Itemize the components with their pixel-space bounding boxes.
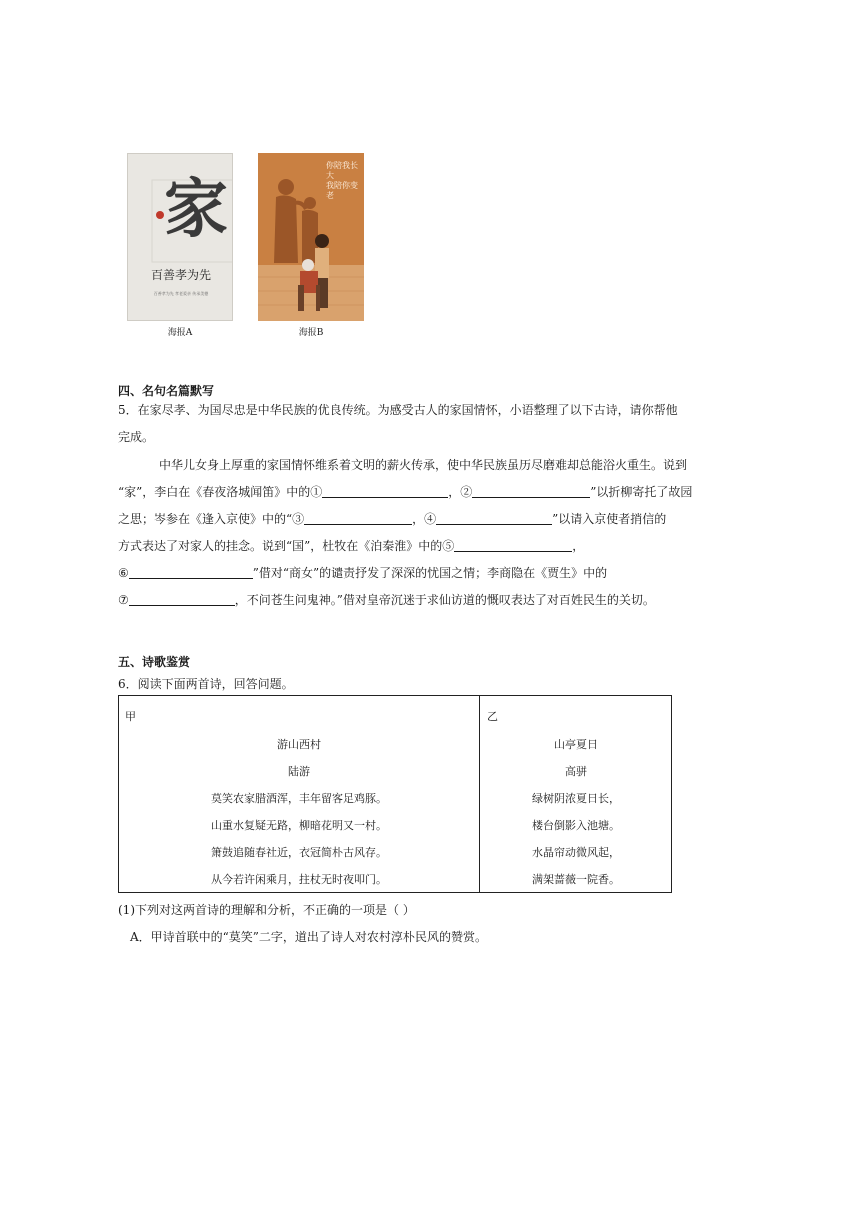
poem-a-label: 甲 — [125, 710, 136, 723]
poem-a-title: 游山西村 — [277, 738, 321, 751]
answer-blank-5[interactable] — [454, 537, 572, 552]
poster-a-caption: 海报A — [167, 328, 193, 338]
answer-blank-7[interactable] — [129, 591, 235, 606]
q5-line: “家”，李白在《春夜洛城闻笛》中的① ，② ”以折柳寄托了故园 — [118, 485, 693, 499]
section-4-title: 四、名句名篇默写 — [118, 384, 215, 398]
poem-a-line: 箫鼓追随春社近，衣冠简朴古风存。 — [211, 846, 387, 859]
poster-b-text — [326, 161, 364, 201]
sub-question-1: (1)下列对这两首诗的理解和分析，不正确的一项是（ ） — [118, 903, 415, 917]
q5-line: ⑥ ”借对“商女”的谴责抒发了深深的忧国之情；李商隐在《贾生》中的 — [118, 566, 608, 580]
poster-b-text-line: 我陪你变老 — [326, 181, 358, 200]
poem-b-label: 乙 — [487, 710, 498, 723]
q5-intro-line: 5．在家尽孝、为国尽忠是中华民族的优良传统。为感受古人的家国情怀，小语整理了以下古诗，请你帮他 — [118, 403, 678, 417]
q5-line: 中华儿女身上厚重的家国情怀维系着文明的薪火传承，使中华民族虽历尽磨难却总能浴火重生。说到 — [159, 458, 688, 472]
poem-b-line: 楼台倒影入池塘。 — [532, 819, 620, 832]
poem-a-line: 山重水复疑无路，柳暗花明又一村。 — [211, 819, 387, 832]
poster-a-slogan: 百善孝为先 — [150, 268, 211, 282]
answer-blank-3[interactable] — [304, 510, 412, 525]
poster-b-caption: 海报B — [298, 328, 324, 338]
poem-b-line: 水晶帘动微风起， — [532, 846, 620, 859]
poster-b — [258, 153, 364, 321]
answer-blank-2[interactable] — [472, 483, 590, 498]
q5-line: ⑦ ，不问苍生问鬼神。”借对皇帝沉迷于求仙访道的慨叹表达了对百姓民生的关切。 — [118, 593, 655, 607]
poster-a — [127, 153, 233, 321]
section-5-title: 五、诗歌鉴赏 — [118, 655, 191, 669]
poster-a-fine-print: 百善孝为先 孝老爱亲 传承美德 — [153, 291, 209, 296]
poster-a-big-char: 家 — [164, 173, 228, 247]
q5-intro-line: 完成。 — [118, 430, 155, 444]
seal-icon — [156, 211, 164, 219]
poem-b-author: 高骈 — [565, 765, 587, 778]
poem-table — [118, 695, 672, 893]
q5-line: 之思；岑参在《逢入京使》中的“③ ，④ ”以请入京使者捎信的 — [118, 512, 667, 526]
poem-b-title: 山亭夏日 — [554, 738, 598, 751]
poem-a-author: 陆游 — [288, 765, 310, 778]
poem-a-line: 从今若许闲乘月，拄杖无时夜叩门。 — [211, 873, 387, 886]
poster-b-text-line: 你陪我长大 — [326, 161, 358, 180]
q5-intro — [118, 397, 718, 451]
answer-blank-6[interactable] — [129, 564, 253, 579]
q5-line: 方式表达了对家人的挂念。说到“国”，杜牧在《泊秦淮》中的⑤ ， — [118, 539, 585, 553]
option-a[interactable]: A．甲诗首联中的“莫笑”二字，道出了诗人对农村淳朴民风的赞赏。 — [130, 930, 487, 944]
answer-blank-4[interactable] — [436, 510, 552, 525]
poem-b-line: 绿树阴浓夏日长， — [532, 792, 620, 805]
poem-a-line: 莫笑农家腊酒浑，丰年留客足鸡豚。 — [211, 792, 387, 805]
poem-b-line: 满架蔷薇一院香。 — [532, 873, 620, 886]
answer-blank-1[interactable] — [322, 483, 448, 498]
q5-body — [118, 452, 718, 614]
q6-intro: 6．阅读下面两首诗，回答问题。 — [118, 677, 294, 691]
